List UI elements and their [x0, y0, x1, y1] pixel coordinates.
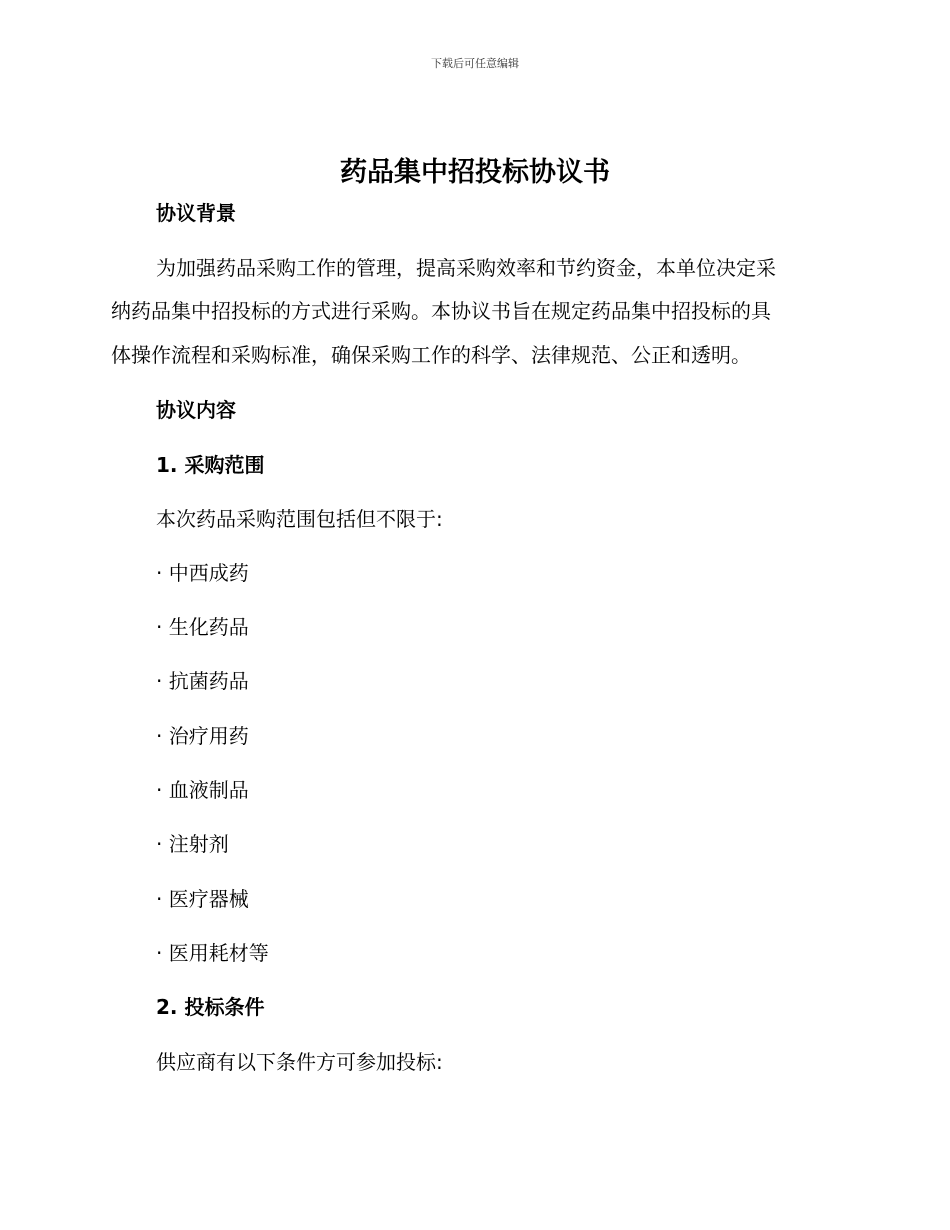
background-paragraph-line-2: 纳药品集中招投标的方式进行采购。本协议书旨在规定药品集中招投标的具: [111, 299, 771, 323]
background-paragraph-line-3: 体操作流程和采购标准，确保采购工作的科学、法律规范、公正和透明。: [111, 343, 751, 367]
background-paragraph-line-1: 为加强药品采购工作的管理，提高采购效率和节约资金，本单位决定采: [156, 256, 776, 280]
list-item: · 血液制品: [156, 778, 249, 802]
list-item: · 医用耗材等: [156, 941, 269, 965]
subsection-heading-bidding: 2. 投标条件: [156, 995, 265, 1019]
list-item: · 治疗用药: [156, 724, 249, 748]
list-item: · 医疗器械: [156, 887, 249, 911]
list-item: · 注射剂: [156, 832, 229, 856]
section-heading-content: 协议内容: [156, 398, 236, 422]
section-heading-background: 协议背景: [156, 201, 236, 225]
bidding-intro-text: 供应商有以下条件方可参加投标:: [156, 1050, 443, 1074]
document-title: 药品集中招投标协议书: [340, 157, 610, 188]
list-item: · 抗菌药品: [156, 669, 249, 693]
list-item: · 中西成药: [156, 561, 249, 585]
subsection-heading-scope: 1. 采购范围: [156, 453, 265, 477]
scope-intro-text: 本次药品采购范围包括但不限于:: [156, 507, 443, 531]
page-header-note: 下载后可任意编辑: [431, 57, 519, 70]
list-item: · 生化药品: [156, 615, 249, 639]
